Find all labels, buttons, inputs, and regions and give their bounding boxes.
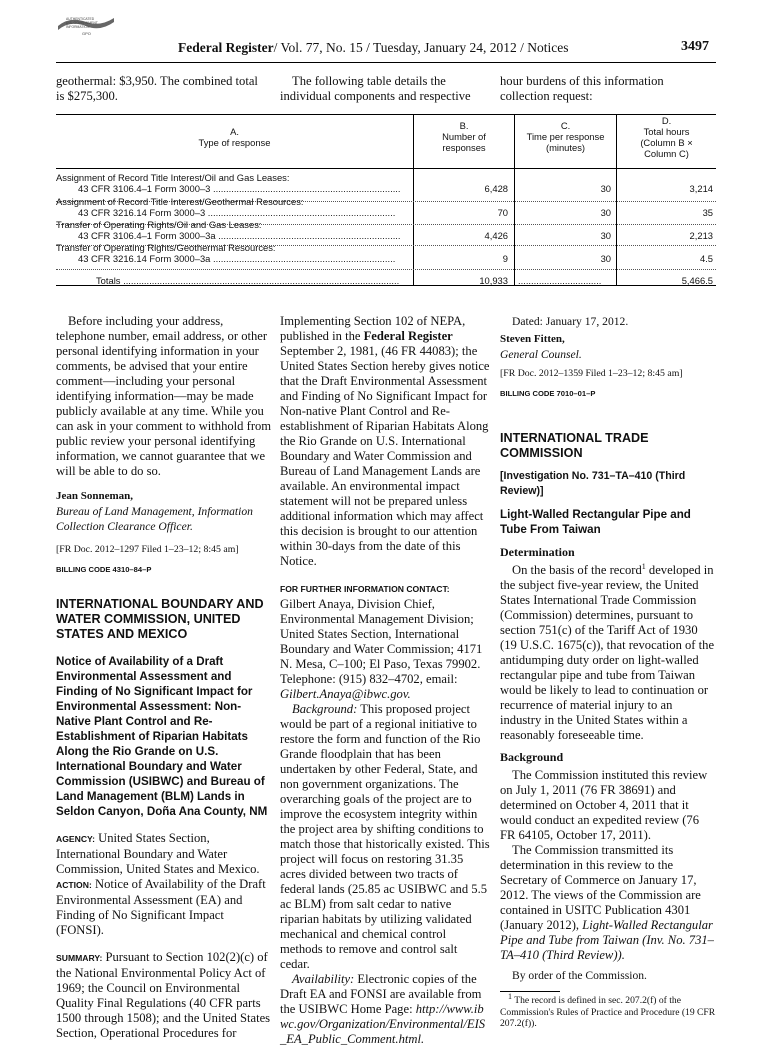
running-header <box>178 40 568 56</box>
lead-line: is $275,300. <box>56 89 118 103</box>
action-block <box>56 877 274 938</box>
determination-heading: Determination <box>500 545 575 559</box>
column-2 <box>280 314 490 1047</box>
order-line: By order of the Commission. <box>512 969 647 982</box>
lead-col1 <box>56 74 258 104</box>
comment-paragraph: Before including your address, telephone number, email address, or other personal identifying information in your comments, be advised that your entire comment—including your personal identifying information—may be made publicly available at any time. While you can ask in your comment to withhold from public review your personal identifying information, we cannot guarantee that we will be able to do so. <box>56 314 272 478</box>
availability-label: Availability: <box>292 972 355 986</box>
agency-block <box>56 831 274 877</box>
cell-responses: 4,426 <box>484 230 508 241</box>
contact-text: Gilbert Anaya, Division Chief, Environmental Management Division; United States Section, International Boundary and Water Commission; 4171 N. Mesa, C–100; El Paso, Texas 79902. Telephone: (915) 832–4702, email: <box>280 597 483 686</box>
billing-code: BILLING CODE 7010–01–P <box>500 389 596 398</box>
gpo-authentication-logo <box>56 14 116 38</box>
text-run: On the basis of the record <box>512 563 642 577</box>
table-bottom-rule <box>56 285 716 286</box>
billing-code: BILLING CODE 4310–84–P <box>56 565 152 574</box>
notice-subject: Notice of Availability of a Draft Environmental Assessment and Finding of No Significant Impact for Environmental Assessment: Non-Native Plant Control and Re-Establishment of Riparian Habitats Along the Rio Grande on U.S. International Boundary and Water Commission (USIBWC) and Bureau of Land Management (BLM) Lands in Seldon Canyon, Doña Ana County, NM <box>56 655 268 818</box>
header-a-letter: A. <box>230 126 239 137</box>
contact-block <box>280 581 490 702</box>
background-paragraph <box>280 702 490 972</box>
agency-heading: INTERNATIONAL TRADE COMMISSION <box>500 431 649 460</box>
contact-label: FOR FURTHER INFORMATION CONTACT: <box>280 584 450 594</box>
cell-total-hours: 35 <box>702 207 713 218</box>
fr-doc-line: [FR Doc. 2012–1359 Filed 1–23–12; 8:45 am] <box>500 368 683 379</box>
publication-name: Federal Register <box>178 40 274 55</box>
signer-title: Bureau of Land Management, Information Collection Clearance Officer. <box>56 505 253 533</box>
action-label: ACTION: <box>56 880 92 890</box>
column-1 <box>56 314 274 1041</box>
summary-label: SUMMARY: <box>56 953 103 963</box>
cell-responses: 70 <box>497 207 508 218</box>
background-label: Background: <box>292 702 358 716</box>
background-paragraph: The Commission instituted this review on July 1, 2011 (76 FR 38691) and determined on October 4, 2011 that it would conduct an expedited review (76 FR 64105, October 17, 2011). <box>500 768 708 842</box>
lead-line: collection request: <box>500 89 593 103</box>
total-responses: 10,933 <box>479 275 508 286</box>
total-minutes-leader: ................................ <box>518 275 602 286</box>
page-number: 3497 <box>681 39 709 54</box>
row-label: Assignment of Record Title Interest/Oil and Gas Leases: <box>56 172 290 183</box>
row-label: Transfer of Operating Rights/Oil and Gas Leases: <box>56 219 262 230</box>
text-run: The Commission transmitted its determination in this review to the Secretary of Commerce on January 17, 2012. The views of the Commission are contained in USITC Publication 4301 (January 2012), <box>500 843 701 932</box>
notice-subject: Light-Walled Rectangular Pipe and Tube From Taiwan <box>500 508 691 536</box>
header-col-b <box>414 120 514 153</box>
cell-responses: 6,428 <box>484 183 508 194</box>
background-text: This proposed project would be part of a regional initiative to restore the form and function of the Rio Grande floodplain that has been undertaken by other Federal, State, and non government organizations. The overarching goals of the project are to improve the ecosystem integrity within the project area by shifting conditions to match those that historically existed. This project will focus on restoring 31.35 acres divided between two tracts of federal lands (25.85 ac USIBWC and 5.5 ac BLM) from salt cedar to native riparian habitats by utilizing validated mechanical and chemical control methods to remove and control salt cedar. <box>280 702 490 971</box>
cell-minutes: 30 <box>600 230 611 241</box>
header-rule <box>56 62 716 63</box>
row-label: 43 CFR 3216.14 Form 3000–3a ...................................................................... <box>78 253 396 264</box>
nepa-paragraph <box>280 314 490 569</box>
header-d-letter: D. <box>661 115 672 126</box>
cell-minutes: 30 <box>600 253 611 264</box>
row-label: 43 CFR 3216.14 Form 3000–3 ........................................................................ <box>78 207 396 218</box>
row-label: 43 CFR 3106.4–1 Form 3000–3 ........................................................................ <box>78 183 401 194</box>
table-row <box>56 207 716 219</box>
logo-line-1: AUTHENTICATED <box>66 17 95 21</box>
header-b-label: responses <box>442 142 486 153</box>
header-d-label: Total hours <box>643 126 690 137</box>
header-b-label: Number of <box>442 131 486 142</box>
lead-col2 <box>280 74 471 104</box>
header-a-label: Type of response <box>198 137 271 148</box>
signer-name: Jean Sonneman, <box>56 490 134 502</box>
availability-paragraph <box>280 972 490 1047</box>
citation: / Vol. 77, No. 15 / Tuesday, January 24, 2012 / Notices <box>273 40 569 55</box>
logo-line-3: INFORMATION <box>66 25 90 29</box>
total-hours: 5,466.5 <box>681 275 713 286</box>
lead-line: individual components and respective <box>280 89 471 103</box>
action-text: Notice of Availability of the Draft Environmental Assessment (EA) and Finding of No Significant Impact (FONSI). <box>56 877 266 937</box>
table-row <box>56 230 716 242</box>
row-label: Transfer of Operating Rights/Geothermal Resources: <box>56 242 276 253</box>
summary-block <box>56 950 274 1041</box>
footnote-number: 1 <box>508 991 512 1001</box>
footnote-text: The record is defined in sec. 207.2(f) of the Commission's Rules of Practice and Procedure (19 CFR 207.2(f)). <box>500 995 716 1029</box>
footnote <box>500 991 716 1030</box>
table-row <box>56 183 716 195</box>
availability-link[interactable]: http://www.ibwc.gov/Organization/Environmental/EIS_EA_Public_Comment.html. <box>280 1002 486 1046</box>
text-run-bold: Federal Register <box>363 329 453 343</box>
logo-line-4: GPO <box>82 31 91 36</box>
header-c-letter: C. <box>560 120 571 131</box>
lead-line: hour burdens of this information <box>500 74 664 88</box>
table-row <box>56 253 716 265</box>
column-3 <box>500 314 716 1030</box>
determination-paragraph <box>500 563 716 743</box>
row-label: Assignment of Record Title Interest/Geothermal Resources: <box>56 196 304 207</box>
header-d-label: Column C) <box>644 148 689 159</box>
header-d-label: (Column B × <box>640 137 693 148</box>
table-header-rule <box>56 168 716 169</box>
cell-minutes: 30 <box>600 183 611 194</box>
background-heading: Background <box>500 750 564 764</box>
agency-text: United States Section, International Boundary and Water Commission, United States and Mexico. <box>56 831 260 876</box>
agency-label: AGENCY: <box>56 834 95 844</box>
agency-heading: INTERNATIONAL BOUNDARY AND WATER COMMISSION, UNITED STATES AND MEXICO <box>56 597 264 641</box>
lead-line: The following table details the <box>292 74 446 88</box>
logo-line-2: U.S. GOVERNMENT <box>66 21 98 25</box>
footnote-ref: 1 <box>641 561 646 571</box>
text-run: developed in the subject five-year review, the United States International Trade Commission (Commission) determines, pursuant to section 751(c) of the Tariff Act of 1930 (19 U.S.C. 1675(c)), that revocation of the antidumping duty order on light-walled rectangular pipe and tube from Taiwan would be likely to lead to continuation or recurrence of material injury to an industry in the United States within a reasonably foreseeable time. <box>500 563 715 742</box>
cell-minutes: 30 <box>600 207 611 218</box>
header-c-label: Time per response <box>526 131 605 142</box>
header-col-c <box>515 120 616 153</box>
lead-line: geothermal: $3,950. The combined total <box>56 74 258 88</box>
investigation-number: [Investigation No. 731–TA–410 (Third Review)] <box>500 470 686 497</box>
signer-name: Steven Fitten, <box>500 333 565 345</box>
lead-col3 <box>500 74 664 104</box>
availability-text: Electronic copies of the Draft EA and FONSI are available from the USIBWC Home Page: <box>280 972 482 1016</box>
signer-title: General Counsel. <box>500 348 582 361</box>
text-run: September 2, 1981, (46 FR 44083); the United States Section hereby gives notice that the Draft Environmental Assessment and Finding of No Significant Impact for Non-native Plant Control and Re-establishment of Riparian Habitats Along the Rio Grande on U.S. International Boundary and Water Commission and Bureau of Land Management Lands are available. An environmental impact statement will not be prepared unless additional information which may affect this decision is brought to our attention within 30-days from the date of this Notice. <box>280 344 490 568</box>
cell-total-hours: 2,213 <box>689 230 713 241</box>
contact-email: Gilbert.Anaya@ibwc.gov. <box>280 687 411 701</box>
dated-line: Dated: January 17, 2012. <box>512 315 629 328</box>
header-c-label: (minutes) <box>545 142 586 153</box>
transmittal-paragraph <box>500 843 716 963</box>
totals-label: Totals .......................................................................................................... <box>96 275 400 286</box>
row-rule <box>56 269 716 270</box>
text-run: Implementing Section 102 of NEPA, published in the <box>280 314 466 343</box>
cell-responses: 9 <box>502 253 508 264</box>
summary-text: Pursuant to Section 102(2)(c) of the National Environmental Policy Act of 1969; the Council on Environmental Quality Final Regulations (40 CFR parts 1500 through 1508); and the United States Section, Operational Procedures for <box>56 950 271 1040</box>
row-label: 43 CFR 3106.4–1 Form 3000–3a ...................................................................... <box>78 230 401 241</box>
header-col-d <box>617 115 716 159</box>
cell-total-hours: 4.5 <box>699 253 713 264</box>
text-run-italic: Light-Walled Rectangular Pipe and Tube from Taiwan (Inv. No. 731–TA–410 (Third Review)). <box>500 918 714 962</box>
cell-total-hours: 3,214 <box>689 183 713 194</box>
header-b-letter: B. <box>459 120 469 131</box>
fr-doc-line: [FR Doc. 2012–1297 Filed 1–23–12; 8:45 am] <box>56 544 239 555</box>
header-col-a <box>56 126 413 148</box>
